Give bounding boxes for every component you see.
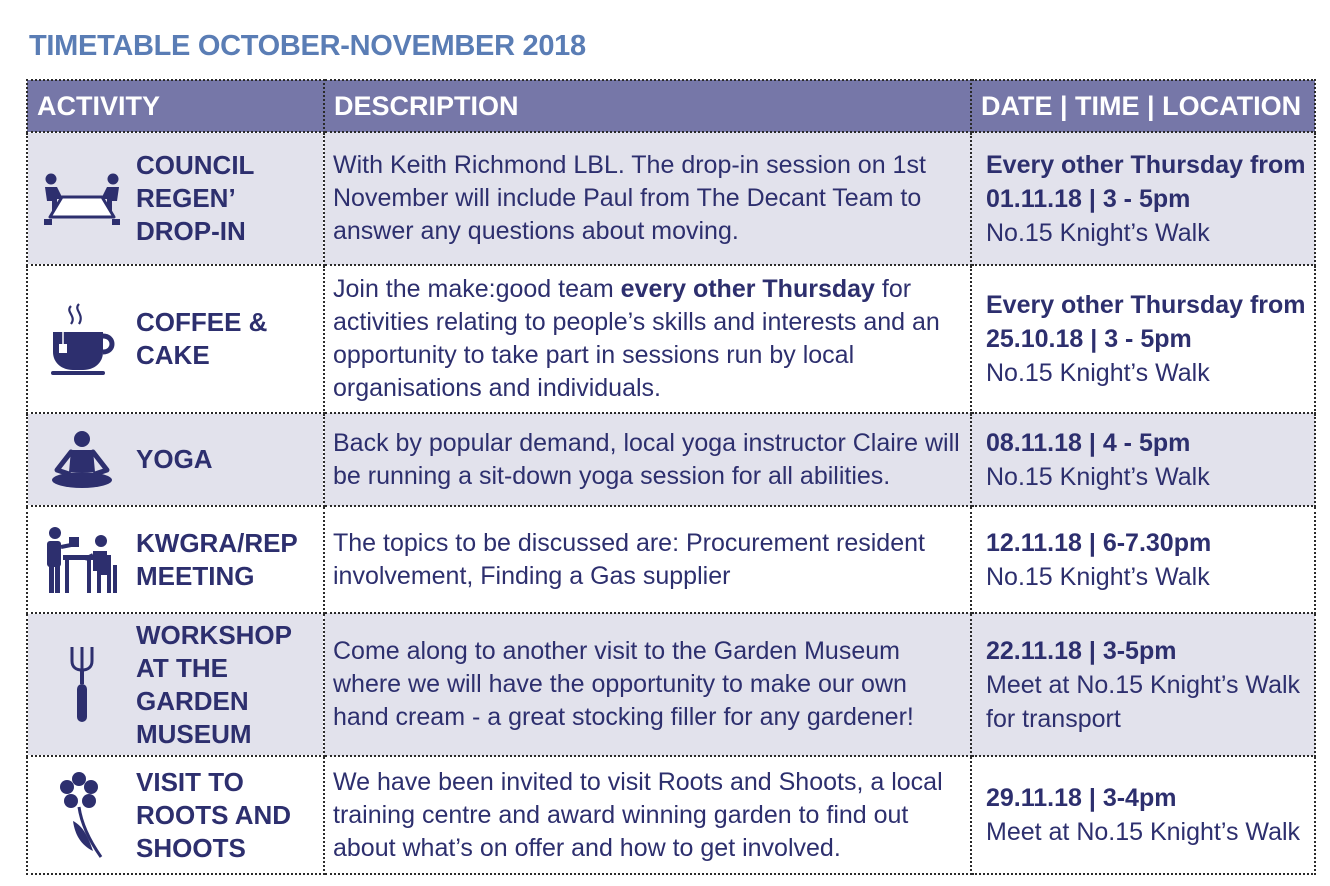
description-text: We have been invited to visit Roots and Shoots, a local training centre and award winning garden to find out about what’s on offer and how to get involved. — [333, 767, 943, 862]
coffee-cup-icon — [28, 302, 136, 376]
activity-cell — [27, 613, 324, 756]
activity-cell — [27, 132, 324, 265]
description-text: The topics to be discussed are: Procurement resident involvement, Finding a Gas supplier — [333, 528, 925, 590]
location: No.15 Knight’s Walk — [986, 462, 1210, 491]
when-cell — [971, 265, 1315, 413]
when-cell — [971, 413, 1315, 506]
description-emphasis: every other Thursday — [620, 275, 875, 303]
location: No.15 Knight’s Walk — [986, 562, 1210, 591]
header-activity: ACTIVITY — [27, 80, 324, 132]
description-cell — [324, 506, 971, 613]
description-text: Come along to another visit to the Garden Museum where we will have the opportunity to make our own hand cream - a great stocking filler for any gardener! — [333, 637, 914, 731]
location: No.15 Knight’s Walk — [986, 218, 1210, 247]
description-cell — [324, 132, 971, 265]
date-time: 29.11.18 | 3-4pm — [986, 784, 1177, 812]
table-row — [27, 132, 1315, 265]
description-cell — [324, 756, 971, 874]
timetable — [26, 79, 1316, 875]
when-cell — [971, 613, 1315, 756]
description-text-cont: for activities relating to people’s skills and interests and an opportunity to take part in sessions run by local organisations and individuals. — [333, 275, 940, 402]
table-row — [27, 756, 1315, 874]
table-row — [27, 506, 1315, 613]
table-row — [27, 265, 1315, 413]
location: No.15 Knight’s Walk — [986, 359, 1210, 387]
activity-name: YOGA — [136, 444, 213, 474]
activity-name: WORKSHOP AT THE GARDEN MUSEUM — [136, 619, 292, 749]
header-when: DATE | TIME | LOCATION — [971, 80, 1315, 132]
when-cell — [971, 756, 1315, 874]
description-text: With Keith Richmond LBL. The drop-in session on 1st November will include Paul from The Decant Team to answer any questions about moving. — [333, 151, 926, 245]
when-cell — [971, 506, 1315, 613]
activity-name: KWGRA/REP MEETING — [136, 527, 298, 591]
activity-name: COUNCIL REGEN’ DROP-IN — [136, 150, 255, 246]
page-title: TIMETABLE OCTOBER-NOVEMBER 2018 — [29, 30, 586, 62]
location: Meet at No.15 Knight’s Walk for transport — [986, 670, 1301, 733]
activity-cell — [27, 756, 324, 874]
table-row — [27, 613, 1315, 756]
when-cell — [971, 132, 1315, 265]
header-description: DESCRIPTION — [324, 80, 971, 132]
description-cell — [324, 265, 971, 413]
activity-name: VISIT TO ROOTS AND SHOOTS — [136, 766, 292, 863]
activity-cell — [27, 265, 324, 413]
header-row — [27, 80, 1315, 132]
location: Meet at No.15 Knight’s Walk — [986, 818, 1301, 846]
meeting-table-icon — [28, 171, 136, 227]
activity-cell — [27, 506, 324, 613]
table-row — [27, 413, 1315, 506]
date-time: Every other Thursday from 01.11.18 | 3 - 5pm — [986, 150, 1306, 213]
activity-cell — [27, 413, 324, 506]
yoga-icon — [28, 430, 136, 490]
flower-icon — [28, 771, 136, 859]
activity-name: COFFEE & CAKE — [136, 307, 268, 370]
description-text: Join the make:good team — [333, 275, 621, 303]
garden-fork-icon — [28, 645, 136, 725]
date-time: 22.11.18 | 3-5pm — [986, 636, 1177, 665]
description-cell — [324, 413, 971, 506]
date-time: 12.11.18 | 6-7.30pm — [986, 528, 1212, 557]
description-cell — [324, 613, 971, 756]
date-time: 08.11.18 | 4 - 5pm — [986, 428, 1191, 457]
description-text: Back by popular demand, local yoga instructor Claire will be running a sit-down yoga session for all abilities. — [333, 428, 960, 490]
date-time: Every other Thursday from 25.10.18 | 3 - 5pm — [986, 291, 1306, 353]
meeting-people-icon — [28, 525, 136, 595]
